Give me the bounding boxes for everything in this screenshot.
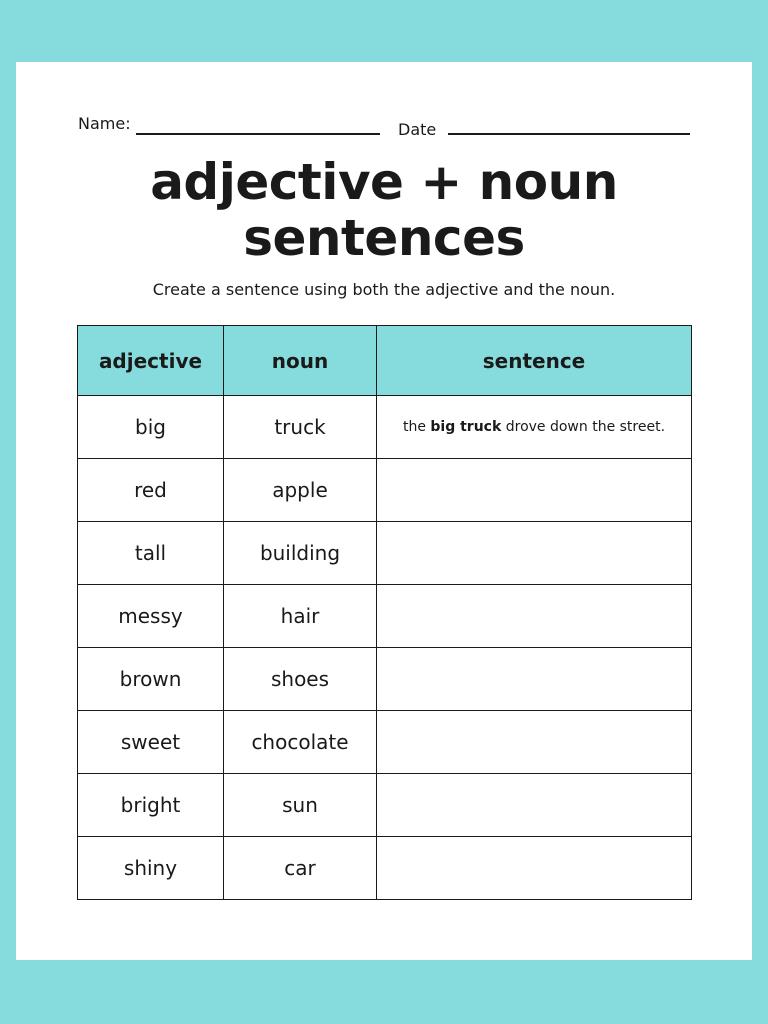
adjective-cell: shiny (78, 837, 224, 900)
noun-cell: car (224, 837, 377, 900)
table-row (78, 459, 692, 522)
sentence-cell[interactable] (377, 774, 692, 837)
example-sentence-cell (377, 396, 692, 459)
title-line-1: adjective + noun (150, 153, 618, 211)
adjective-cell: tall (78, 522, 224, 585)
name-date-row (78, 114, 690, 138)
name-label: Name: (78, 114, 131, 133)
table-row (78, 396, 692, 459)
sentence-cell[interactable] (377, 459, 692, 522)
noun-cell: hair (224, 585, 377, 648)
sentence-cell[interactable] (377, 522, 692, 585)
header-adjective: adjective (78, 326, 224, 396)
header-sentence: sentence (377, 326, 692, 396)
noun-cell: shoes (224, 648, 377, 711)
adjective-cell: red (78, 459, 224, 522)
noun-cell: apple (224, 459, 377, 522)
noun-cell: chocolate (224, 711, 377, 774)
adjective-noun-table (77, 325, 692, 900)
noun-cell: truck (224, 396, 377, 459)
title-line-2: sentences (243, 209, 525, 267)
table-header-row (78, 326, 692, 396)
sentence-cell[interactable] (377, 648, 692, 711)
noun-cell: sun (224, 774, 377, 837)
adjective-cell: messy (78, 585, 224, 648)
date-line[interactable] (448, 133, 690, 135)
example-suffix: drove down the street. (501, 419, 666, 435)
table-row (78, 522, 692, 585)
example-bold: big truck (430, 419, 502, 435)
sentence-cell[interactable] (377, 585, 692, 648)
worksheet-title (16, 154, 752, 266)
table-row (78, 837, 692, 900)
name-line[interactable] (136, 133, 380, 135)
adjective-cell: brown (78, 648, 224, 711)
adjective-cell: sweet (78, 711, 224, 774)
table-row (78, 648, 692, 711)
noun-cell: building (224, 522, 377, 585)
instructions: Create a sentence using both the adjective and the noun. (152, 280, 616, 299)
example-prefix: the (402, 419, 431, 435)
sentence-cell[interactable] (377, 837, 692, 900)
adjective-cell: big (78, 396, 224, 459)
table-row (78, 711, 692, 774)
sentence-cell[interactable] (377, 711, 692, 774)
adjective-cell: bright (78, 774, 224, 837)
worksheet-page (16, 62, 752, 960)
table-row (78, 585, 692, 648)
table-row (78, 774, 692, 837)
date-label: Date (398, 120, 437, 139)
header-noun: noun (224, 326, 377, 396)
